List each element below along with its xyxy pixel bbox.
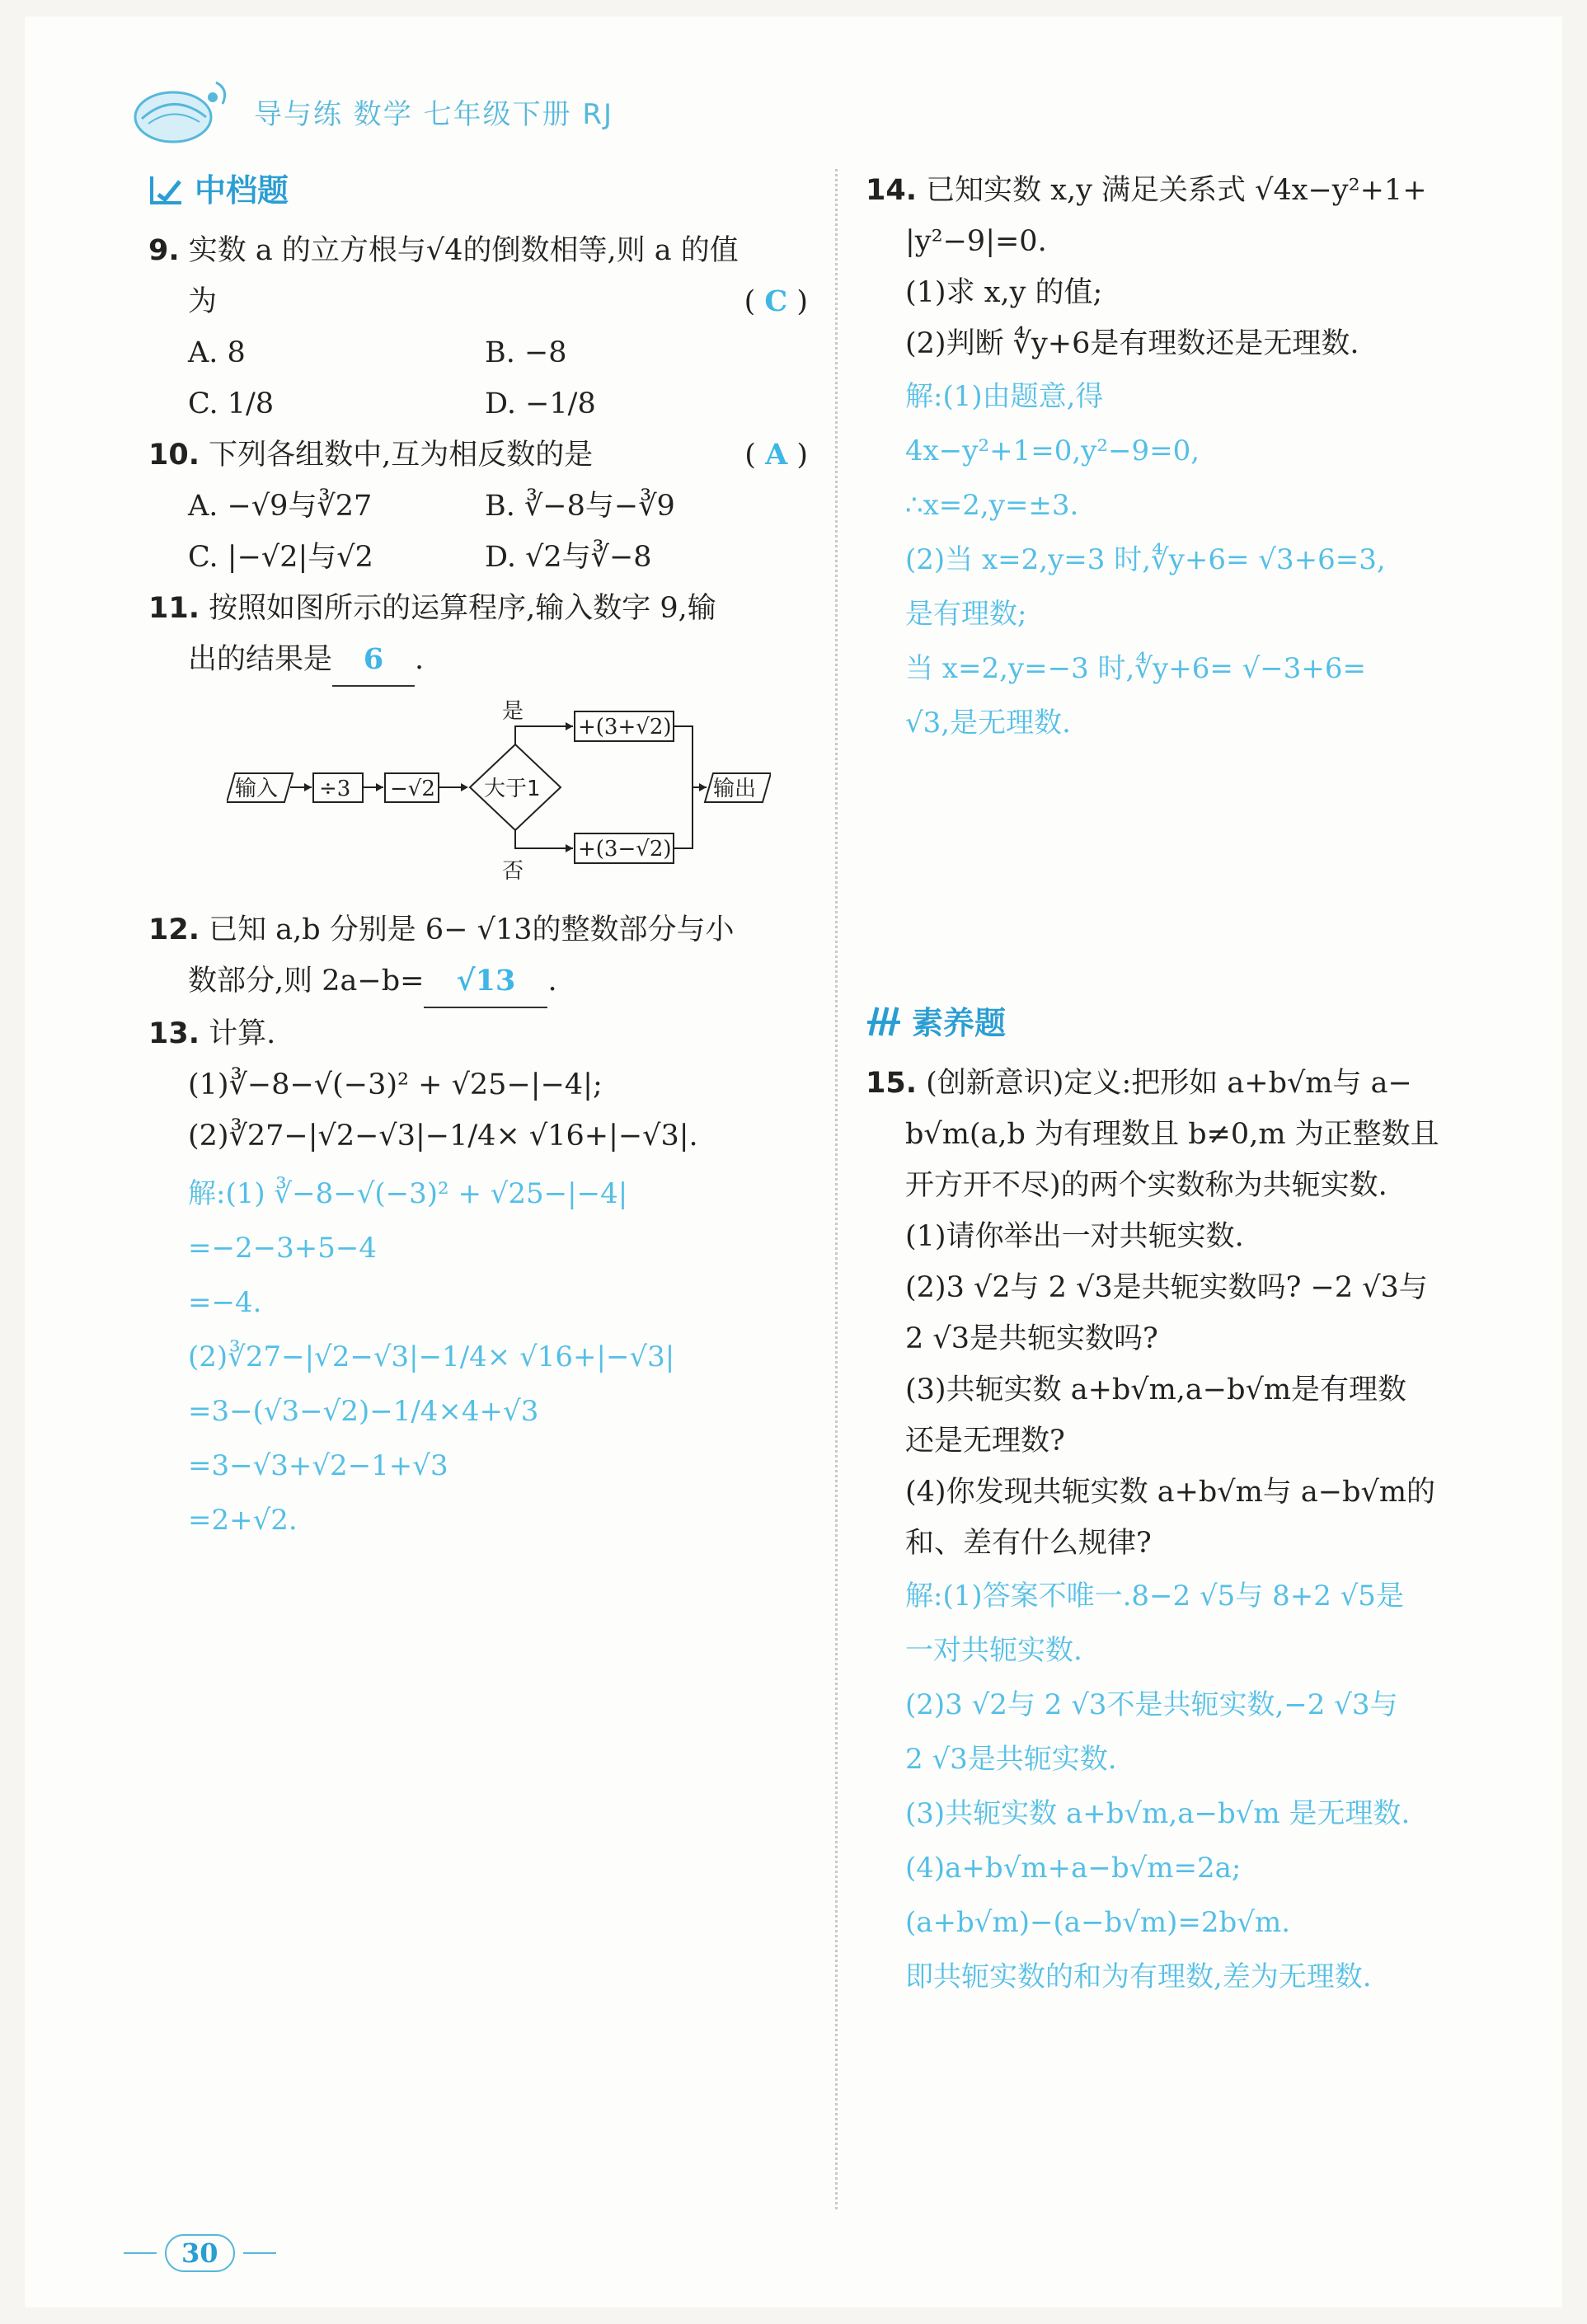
header-title: 导与练 数学 七年级下册 RJ (254, 97, 614, 131)
arrowhead-icon (699, 783, 707, 791)
q9-option-a: A. 8 (188, 336, 246, 369)
q15-solution-line: (4)a+b√m+a−b√m=2a; (905, 1852, 1242, 1885)
q10-number: 10. (148, 439, 200, 472)
spacer (866, 750, 1533, 998)
q13-part1: (1)∛−8−√(−3)² + √25−|−4|; (188, 1068, 603, 1101)
flow-no-label: 否 (502, 859, 524, 884)
q11-answer: 6 (332, 634, 415, 687)
q15-line: 开方开不尽)的两个实数称为共轭实数. (905, 1169, 1387, 1202)
q15-line: 和、差有什么规律? (905, 1527, 1152, 1560)
q13-solution-line: =−2−3+5−4 (188, 1232, 377, 1265)
q9-text1: 实数 a 的立方根与√4的倒数相等,则 a 的值 (188, 234, 739, 267)
q13-solution-line: =2+√2. (188, 1504, 298, 1537)
page-number: 30 (165, 2234, 235, 2272)
section-mid (148, 165, 808, 210)
arrowhead-icon (304, 783, 312, 791)
arrowhead-icon (566, 722, 573, 730)
q13-solution-line: =3−√3+√2−1+√3 (188, 1449, 448, 1482)
q15-solution-line: 2 √3是共轭实数. (905, 1743, 1117, 1776)
flowchart (227, 695, 771, 885)
q9-option-c: C. 1/8 (188, 387, 275, 420)
q14-solution-line: (2)当 x=2,y=3 时,∜y+6= √3+6=3, (905, 543, 1386, 576)
q15-line: (3)共轭实数 a+b√m,a−b√m是有理数 (905, 1373, 1407, 1406)
q11-period: . (415, 643, 425, 676)
section-literacy (866, 998, 1533, 1043)
footer (124, 2234, 276, 2272)
q9-number: 9. (148, 234, 180, 267)
right-column (866, 165, 1533, 2004)
question-15 (866, 1058, 1533, 2004)
q12-number: 12. (148, 913, 200, 946)
q12-text1: 已知 a,b 分别是 6− √13的整数部分与小 (209, 913, 735, 946)
flow-output-label: 输出 (713, 777, 757, 801)
q15-line: (1)请你举出一对共轭实数. (905, 1220, 1244, 1253)
column-divider (835, 169, 838, 2209)
q14-solution-line: ∴x=2,y=±3. (905, 489, 1079, 522)
q14-part1: (1)求 x,y 的值; (905, 276, 1103, 309)
q15-line: (4)你发现共轭实数 a+b√m与 a−b√m的 (905, 1476, 1436, 1509)
arrowhead-icon (376, 783, 383, 791)
q9-option-d: D. −1/8 (485, 387, 596, 420)
flow-cond-label: 大于1 (484, 777, 541, 801)
footer-dash-left (124, 2252, 157, 2254)
q10-option-a: A. −√9与∛27 (188, 490, 373, 523)
pencil-check-icon (148, 170, 185, 206)
footer-dash-right (243, 2252, 276, 2254)
q15-line: (2)3 √2与 2 √3是共轭实数吗? −2 √3与 (905, 1271, 1428, 1304)
q15-solution-line: (2)3 √2与 2 √3不是共轭实数,−2 √3与 (905, 1688, 1398, 1721)
q13-solution-line: =−4. (188, 1286, 262, 1319)
q9-answer: C (764, 284, 788, 318)
q14-part2: (2)判断 ∜y+6是有理数还是无理数. (905, 327, 1359, 360)
q10-option-b: B. ∛−8与−∛9 (485, 490, 675, 523)
q9-option-b: B. −8 (485, 336, 567, 369)
question-9 (148, 225, 808, 430)
q15-solution-line: 解:(1)答案不唯一.8−2 √5与 8+2 √5是 (905, 1580, 1404, 1613)
q15-line: 2 √3是共轭实数吗? (905, 1322, 1158, 1355)
q14-text2: |y²−9|=0. (905, 225, 1047, 258)
q14-solution-line: 是有理数; (905, 598, 1027, 631)
question-12 (148, 904, 808, 1008)
flow-input-label: 输入 (235, 777, 279, 801)
section-literacy-title: 素养题 (912, 1005, 1007, 1041)
arrowhead-icon (461, 783, 468, 791)
flow-yes-label: 是 (502, 699, 524, 724)
q10-option-c: C. |−√2|与√2 (188, 541, 373, 574)
q13-number: 13. (148, 1017, 200, 1050)
flow-no-path (515, 830, 573, 848)
q9-paren-left: ( (744, 285, 765, 318)
arrowhead-icon (566, 844, 573, 852)
q12-answer: √13 (424, 955, 547, 1008)
q15-line: 还是无理数? (905, 1425, 1065, 1458)
q14-text1: 已知实数 x,y 满足关系式 √4x−y²+1+ (926, 174, 1427, 207)
q13-text: 计算. (209, 1017, 276, 1050)
q9-paren-right: ) (787, 285, 808, 318)
flow-yes-path (515, 726, 573, 744)
flow-merge (674, 726, 693, 848)
flow-yes-op-label: +(3+√2) (578, 715, 672, 739)
q13-solution-line: 解:(1) ∛−8−√(−3)² + √25−|−4| (188, 1177, 628, 1210)
header (124, 66, 613, 157)
q14-number: 14. (866, 174, 918, 207)
bars-icon (866, 1002, 902, 1039)
q15-line: b√m(a,b 为有理数且 b≠0,m 为正整数且 (905, 1118, 1439, 1151)
question-14 (866, 165, 1533, 750)
flow-no-op-label: +(3−√2) (578, 837, 672, 862)
q11-number: 11. (148, 592, 200, 625)
q15-solution-line: (a+b√m)−(a−b√m)=2b√m. (905, 1906, 1291, 1939)
q14-solution-line: √3,是无理数. (905, 707, 1071, 739)
book-logo-icon (124, 66, 239, 157)
q13-solution-line: =3−(√3−√2)−1/4×4+√3 (188, 1395, 539, 1428)
page (25, 16, 1562, 2308)
q13-part2: (2)∛27−|√2−√3|−1/4× √16+|−√3|. (188, 1120, 698, 1153)
q11-text2: 出的结果是 (188, 643, 333, 676)
q10-option-d: D. √2与∛−8 (485, 541, 652, 574)
q15-solution-line: (3)共轭实数 a+b√m,a−b√m 是无理数. (905, 1797, 1411, 1830)
q14-solution-line: 解:(1)由题意,得 (905, 380, 1104, 413)
q11-text1: 按照如图所示的运算程序,输入数字 9,输 (209, 592, 716, 625)
q15-solution-line: 一对共轭实数. (905, 1634, 1082, 1667)
question-10 (148, 430, 808, 583)
question-13 (148, 1008, 808, 1547)
q12-text2: 数部分,则 2a−b= (188, 965, 425, 998)
q10-answer: A (765, 438, 788, 472)
section-mid-title: 中档题 (195, 172, 289, 209)
q14-solution-line: 4x−y²+1=0,y²−9=0, (905, 434, 1200, 467)
question-11 (148, 583, 808, 904)
flow-step2-label: −√2 (390, 777, 435, 801)
q10-paren-left: ( (744, 439, 766, 472)
q13-solution-line: (2)∛27−|√2−√3|−1/4× √16+|−√3| (188, 1340, 675, 1373)
q14-solution-line: 当 x=2,y=−3 时,∜y+6= √−3+6= (905, 652, 1367, 685)
q10-text: 下列各组数中,互为相反数的是 (209, 439, 594, 472)
q10-paren-right: ) (787, 439, 808, 472)
q15-line: (创新意识)定义:把形如 a+b√m与 a− (926, 1067, 1412, 1100)
flow-step1-label: ÷3 (319, 777, 351, 801)
q9-text2: 为 (188, 285, 218, 318)
left-column (148, 165, 808, 1547)
q12-period: . (547, 965, 557, 998)
q15-number: 15. (866, 1067, 918, 1100)
q15-solution-line: 即共轭实数的和为有理数,差为无理数. (905, 1960, 1372, 1993)
